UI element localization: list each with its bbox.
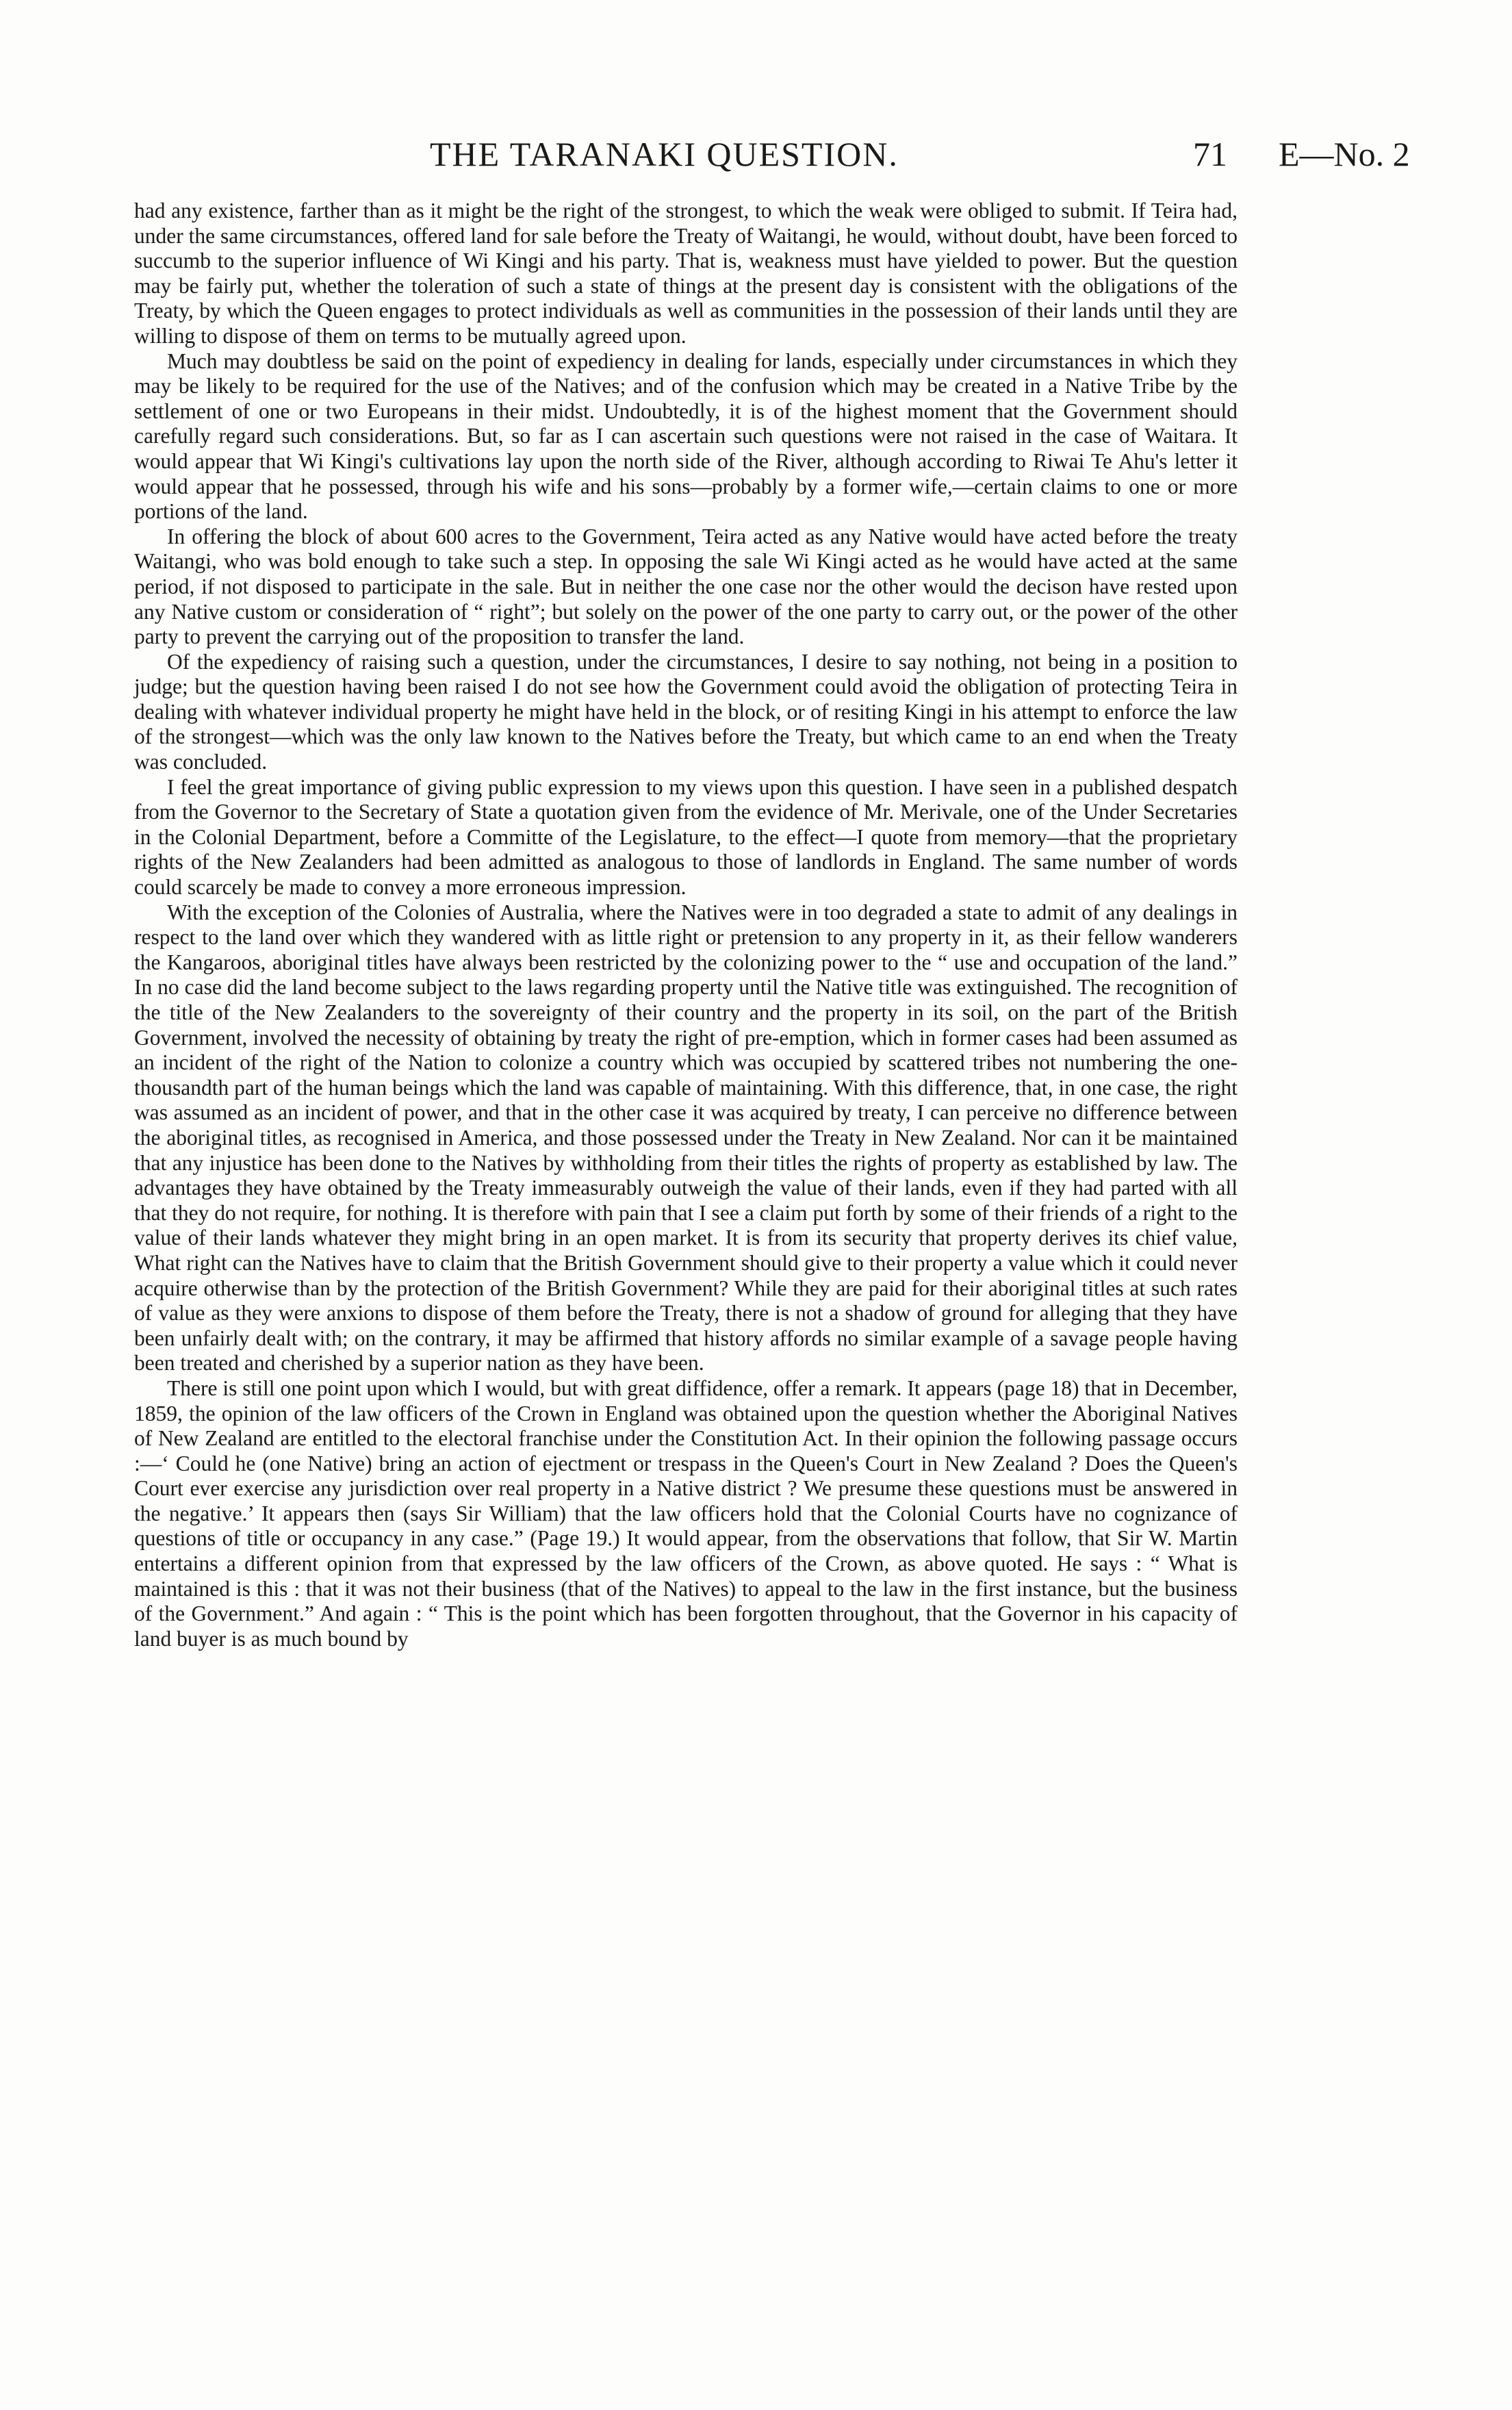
paragraph-2: Much may doubtless be said on the point of expediency in dealing for lands, especially under circumstances in which they may be likely to be required for the use of the Natives; and of the confusion which may be created in a Native Tribe by the settlement of one or two Europeans in their midst. Undoubtedly, it is of the highest moment that the Government should carefully regard such considerations. But, so far as I can ascertain such questions were not raised in the case of Waitara. It would appear that Wi Kingi's cultivations lay upon the north side of the River, although according to Riwai Te Ahu's letter it would appear that he possessed, through his wife and his sons—probably by a former wife,—certain claims to one or more portions of the land.	[134, 348, 1238, 524]
document-reference: E—No. 2	[1279, 135, 1410, 173]
body-text	[134, 199, 1238, 1651]
paragraph-3: In offering the block of about 600 acres to the Government, Teira acted as any Native would have acted before the treaty Waitangi, who was bold enough to take such a step. In opposing the sale Wi Kingi acted as he would have acted at the same period, if not disposed to participate in the sale. But in neither the one case nor the other would the decison have rested upon any Native custom or consideration of “ right”; but solely on the power of the one party to carry out, or the power of the other party to prevent the carrying out of the proposition to transfer the land.	[134, 524, 1238, 649]
paragraph-6: With the exception of the Colonies of Australia, where the Natives were in too degraded a state to admit of any dealings in respect to the land over which they wandered with as little right or pretension to any property in it, as their fellow wanderers the Kangaroos, aboriginal titles have always been restricted by the colonizing power to the “ use and occupation of the land.” In no case did the land become subject to the laws regarding property until the Native title was extinguished. The recognition of the title of the New Zealanders to the sovereignty of their country and the property in its soil, on the part of the British Government, involved the necessity of obtaining by treaty the right of pre-emption, which in former cases had been assumed as an incident of the right of the Nation to colonize a country which was occupied by scattered tribes not numbering the one-thousandth part of the human beings which the land was capable of maintaining. With this difference, that, in one case, the right was assumed as an incident of power, and that in the other case it was acquired by treaty, I can perceive no difference between the aboriginal titles, as recognised in America, and those possessed under the Treaty in New Zealand. Nor can it be maintained that any injustice has been done to the Natives by withholding from their titles the rights of property as established by law. The advantages they have obtained by the Treaty immeasurably outweigh the value of their lands, even if they had parted with all that they do not require, for nothing. It is therefore with pain that I see a claim put forth by some of their friends of a right to the value of their lands whatever they might bring in an open market. It is from its security that property derives its chief value, What right can the Natives have to claim that the British Government should give to their property a value which it could never acquire otherwise than by the protection of the British Government? While they are paid for their aboriginal titles at such rates of value as they were anxions to dispose of them before the Treaty, there is not a shadow of ground for alleging that they have been unfairly dealt with; on the contrary, it may be affirmed that history affords no similar example of a savage people having been treated and cherished by a superior nation as they have been.	[134, 900, 1238, 1375]
paragraph-1: had any existence, farther than as it might be the right of the strongest, to which the weak were obliged to submit. If Teira had, under the same circumstances, offered land for sale before the Treaty of Waitangi, he would, without doubt, have been forced to succumb to the superior influence of Wi Kingi and his party. That is, weakness must have yielded to power. But the question may be fairly put, whether the toleration of such a state of things at the present day is consistent with the obligations of the Treaty, by which the Queen engages to protect individuals as well as communities in the possession of their lands until they are willing to dispose of them on terms to be mutually agreed upon.	[134, 199, 1238, 348]
paragraph-5: I feel the great importance of giving public expression to my views upon this question. I have seen in a published despatch from the Governor to the Secretary of State a quotation given from the evidence of Mr. Merivale, one of the Under Secretaries in the Colonial Department, before a Committe of the Legislature, to the effect—I quote from memory—that the proprietary rights of the New Zealanders had been admitted as analogous to those of landlords in England. The same number of words could scarcely be made to convey a more erroneous impression.	[134, 774, 1238, 900]
paragraph-7: There is still one point upon which I would, but with great diffidence, offer a remark. It appears (page 18) that in December, 1859, the opinion of the law officers of the Crown in England was obtained upon the question whether the Aboriginal Natives of New Zealand are entitled to the electoral franchise under the Constitution Act. In their opinion the following passage occurs :—‘ Could he (one Native) bring an action of ejectment or trespass in the Queen's Court in New Zealand ? Does the Queen's Court ever exercise any jurisdiction over real property in a Native district ? We presume these questions must be answered in the negative.’ It appears then (says Sir William) that the law officers hold that the Colonial Courts have no cognizance of questions of title or occupancy in any case.” (Page 19.) It would appear, from the observations that follow, that Sir W. Martin entertains a different opinion from that expressed by the law officers of the Crown, as above quoted. He says : “ What is maintained is this : that it was not their business (that of the Natives) to appeal to the law in the first instance, but the business of the Government.” And again : “ This is the point which has been forgotten throughout, that the Governor in his capacity of land buyer is as much bound by	[134, 1375, 1238, 1651]
paragraph-4: Of the expediency of raising such a question, under the circumstances, I desire to say nothing, not being in a position to judge; but the question having been raised I do not see how the Government could avoid the obligation of protecting Teira in dealing with whatever individual property he might have held in the block, or of resiting Kingi in his attempt to enforce the law of the strongest—which was the only law known to the Natives before the Treaty, but which came to an end when the Treaty was concluded.	[134, 649, 1238, 774]
page-header	[0, 134, 1512, 182]
running-title: THE TARANAKI QUESTION.	[430, 135, 899, 173]
page-number: 71	[1193, 135, 1227, 173]
